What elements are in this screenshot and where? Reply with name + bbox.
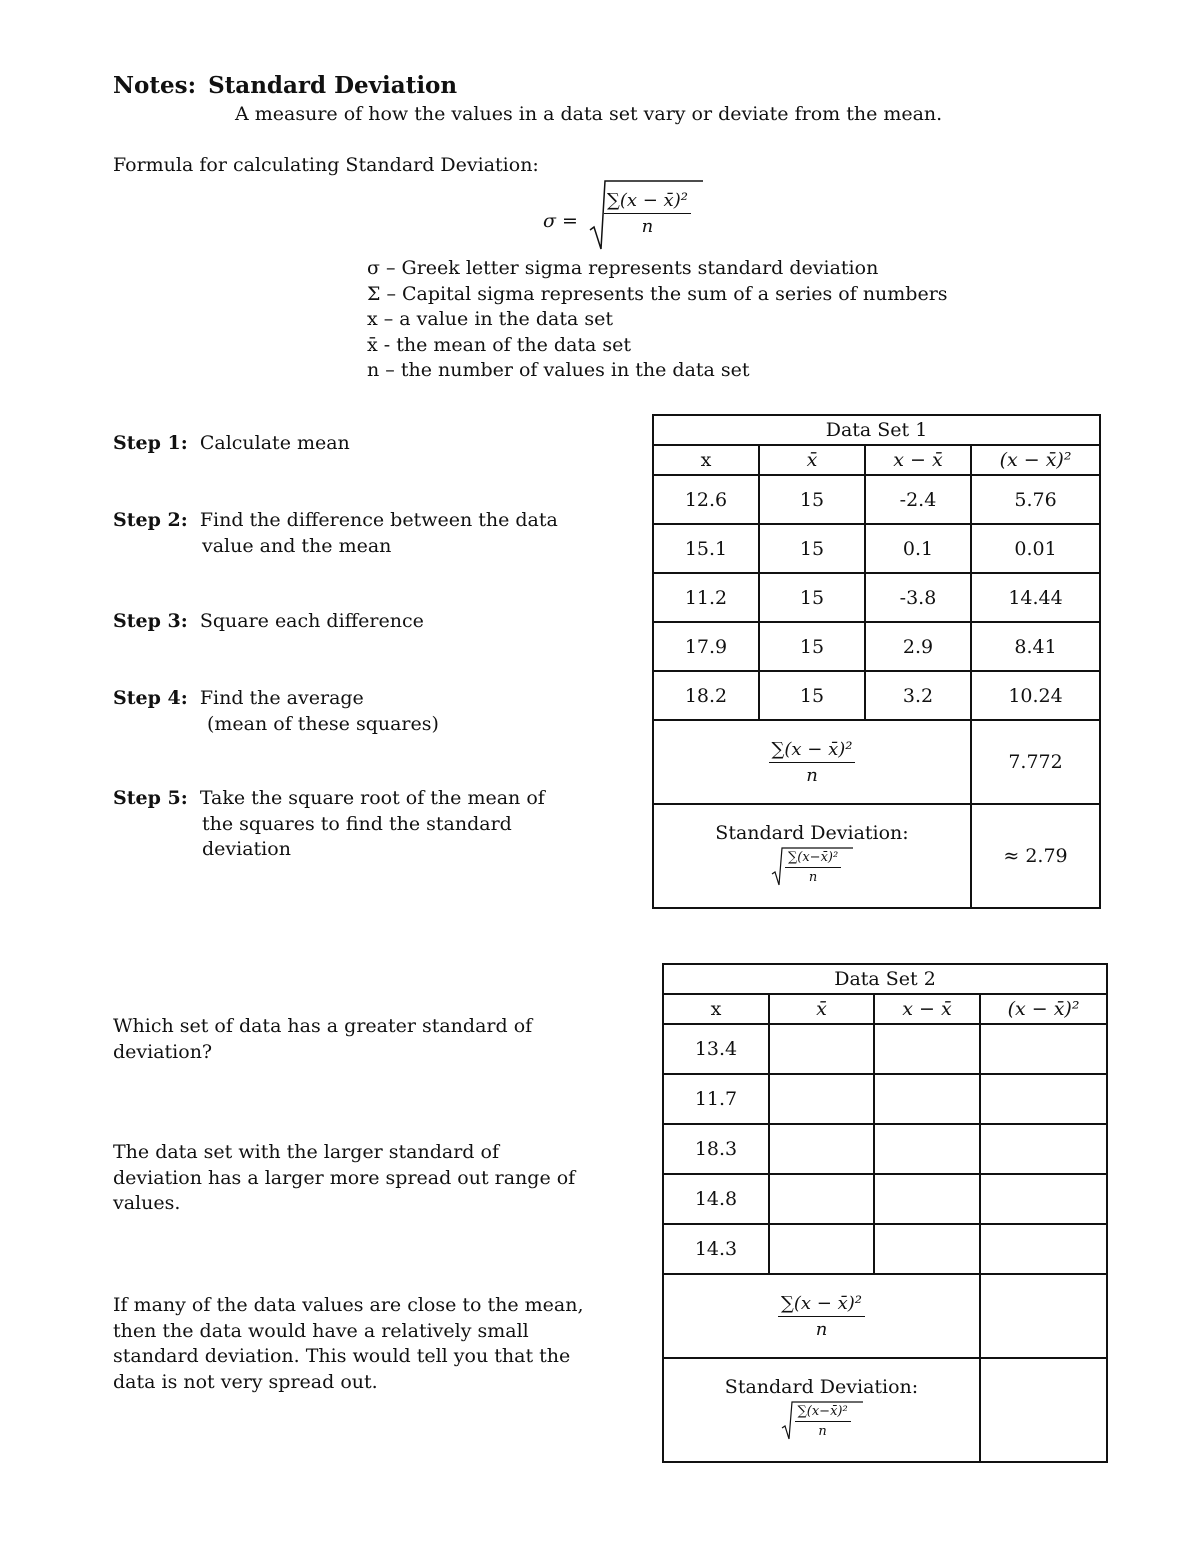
cell-x: 13.4 [663, 1024, 769, 1074]
header-x: x [653, 445, 759, 475]
cell-x: 15.1 [653, 524, 759, 573]
formula-legend [367, 256, 948, 384]
cell-diff[interactable] [874, 1124, 980, 1174]
cell-mean[interactable] [769, 1174, 874, 1224]
table-row [663, 1174, 1107, 1224]
step-text: Calculate mean [199, 432, 350, 454]
note-line: data is not very spread out. [113, 1370, 378, 1393]
cell-x: 18.2 [653, 671, 759, 720]
notes-label: Notes: [113, 72, 197, 99]
cell-x: 18.3 [663, 1124, 769, 1174]
cell-x: 14.8 [663, 1174, 769, 1224]
table-row [653, 524, 1100, 573]
std-dev-numerator: ∑(x−x̄)² [795, 1404, 851, 1422]
formula-numerator: ∑(x − x̄)² [604, 190, 691, 214]
cell-x: 12.6 [653, 475, 759, 524]
mean-square-label [663, 1274, 980, 1358]
cell-sq: 0.01 [971, 524, 1100, 573]
mean-square-numerator: ∑(x − x̄)² [778, 1293, 865, 1317]
cell-sq[interactable] [980, 1174, 1107, 1224]
step-label: Step 1: [113, 432, 188, 454]
cell-diff: 0.1 [865, 524, 971, 573]
cell-x: 14.3 [663, 1224, 769, 1274]
cell-sq: 10.24 [971, 671, 1100, 720]
mean-square-value: 7.772 [971, 720, 1100, 804]
step-label: Step 2: [113, 509, 188, 531]
page-title [113, 72, 457, 99]
std-dev-numerator: ∑(x−x̄)² [785, 850, 841, 868]
cell-mean: 15 [759, 622, 865, 671]
table-row [653, 622, 1100, 671]
cell-sq: 14.44 [971, 573, 1100, 622]
step-text: Find the average [199, 687, 364, 709]
cell-diff: -2.4 [865, 475, 971, 524]
cell-diff: -3.8 [865, 573, 971, 622]
std-dev-label-cell [663, 1358, 980, 1462]
legend-item: Σ – Capital sigma represents the sum of a series of numbers [367, 282, 948, 305]
question-line: Which set of data has a greater standard of [113, 1015, 533, 1037]
std-dev-formula [771, 846, 853, 886]
formula-fraction [604, 190, 691, 237]
cell-sq[interactable] [980, 1074, 1107, 1124]
header-difference: x − x̄ [874, 994, 980, 1024]
cell-diff: 3.2 [865, 671, 971, 720]
cell-diff[interactable] [874, 1024, 980, 1074]
table-row [663, 1224, 1107, 1274]
header-squared: (x − x̄)² [971, 445, 1100, 475]
formula-label: Formula for calculating Standard Deviation: [113, 154, 539, 176]
legend-item: σ – Greek letter sigma represents standard deviation [367, 257, 879, 279]
step-1 [113, 432, 350, 454]
cell-x: 11.7 [663, 1074, 769, 1124]
step-text: deviation [202, 838, 291, 861]
table-row [653, 573, 1100, 622]
header-mean: x̄ [759, 445, 865, 475]
question-line: deviation? [113, 1040, 213, 1063]
table-row [653, 475, 1100, 524]
table-row [653, 671, 1100, 720]
std-dev-formula [781, 1400, 863, 1440]
data-set-2-table [662, 963, 1108, 1463]
cell-mean: 15 [759, 671, 865, 720]
mean-square-denominator: n [815, 1319, 828, 1340]
formula-denominator: n [641, 216, 654, 237]
mean-square-label [653, 720, 971, 804]
cell-sq[interactable] [980, 1024, 1107, 1074]
std-dev-denominator: n [818, 1423, 827, 1439]
formula-lhs: σ = [543, 210, 578, 232]
note-line: then the data would have a relatively small [113, 1319, 529, 1342]
title-text: Standard Deviation [208, 72, 458, 99]
cell-sq[interactable] [980, 1224, 1107, 1274]
std-dev-value[interactable] [980, 1358, 1107, 1462]
cell-diff: 2.9 [865, 622, 971, 671]
question-1 [113, 1014, 532, 1065]
mean-square-value[interactable] [980, 1274, 1107, 1358]
cell-mean[interactable] [769, 1124, 874, 1174]
cell-diff[interactable] [874, 1224, 980, 1274]
note-line: standard deviation. This would tell you that the [113, 1345, 571, 1368]
mean-square-denominator: n [806, 765, 818, 786]
cell-sq: 5.76 [971, 475, 1100, 524]
std-dev-label-cell [653, 804, 971, 908]
note-line: If many of the data values are close to the mean, [113, 1294, 584, 1316]
std-dev-denominator: n [808, 869, 818, 885]
mean-square-numerator: ∑(x − x̄)² [769, 739, 856, 763]
note-line: deviation has a larger more spread out range of [113, 1166, 576, 1189]
step-text: (mean of these squares) [207, 712, 439, 735]
note-line: The data set with the larger standard of [113, 1141, 499, 1163]
header-mean: x̄ [769, 994, 874, 1024]
table-row [663, 1074, 1107, 1124]
step-text: the squares to find the standard [202, 812, 512, 835]
std-dev-label: Standard Deviation: [715, 821, 909, 844]
header-x: x [663, 994, 769, 1024]
step-5 [113, 786, 545, 863]
table-row [663, 1024, 1107, 1074]
legend-item: x – a value in the data set [367, 308, 613, 330]
cell-diff[interactable] [874, 1174, 980, 1224]
header-difference: x − x̄ [865, 445, 971, 475]
note-2 [113, 1140, 575, 1217]
step-3 [113, 610, 424, 632]
table-title: Data Set 2 [663, 964, 1107, 994]
header-squared: (x − x̄)² [980, 994, 1107, 1024]
cell-mean: 15 [759, 573, 865, 622]
cell-mean[interactable] [769, 1074, 874, 1124]
step-label: Step 4: [113, 687, 188, 709]
std-dev-label: Standard Deviation: [724, 1375, 919, 1398]
note-line: values. [113, 1192, 181, 1215]
legend-item: x̄ - the mean of the data set [367, 333, 632, 356]
cell-sq: 8.41 [971, 622, 1100, 671]
legend-item: n – the number of values in the data set [367, 359, 750, 381]
step-text: Square each difference [199, 610, 424, 632]
cell-mean[interactable] [769, 1024, 874, 1074]
step-label: Step 3: [113, 610, 188, 632]
cell-mean[interactable] [769, 1224, 874, 1274]
note-3 [113, 1293, 584, 1395]
cell-sq[interactable] [980, 1124, 1107, 1174]
step-label: Step 5: [113, 787, 188, 809]
table-row [663, 1124, 1107, 1174]
cell-diff[interactable] [874, 1074, 980, 1124]
cell-x: 17.9 [653, 622, 759, 671]
cell-mean: 15 [759, 475, 865, 524]
cell-mean: 15 [759, 524, 865, 573]
cell-x: 11.2 [653, 573, 759, 622]
step-text: Take the square root of the mean of [199, 787, 545, 809]
step-text: value and the mean [202, 534, 392, 557]
step-4 [113, 686, 439, 737]
std-dev-value: ≈ 2.79 [971, 804, 1100, 908]
step-text: Find the difference between the data [199, 509, 558, 531]
data-set-1-table [652, 414, 1101, 909]
step-2 [113, 508, 558, 559]
subtitle: A measure of how the values in a data set vary or deviate from the mean. [235, 103, 943, 125]
table-title: Data Set 1 [653, 415, 1100, 445]
